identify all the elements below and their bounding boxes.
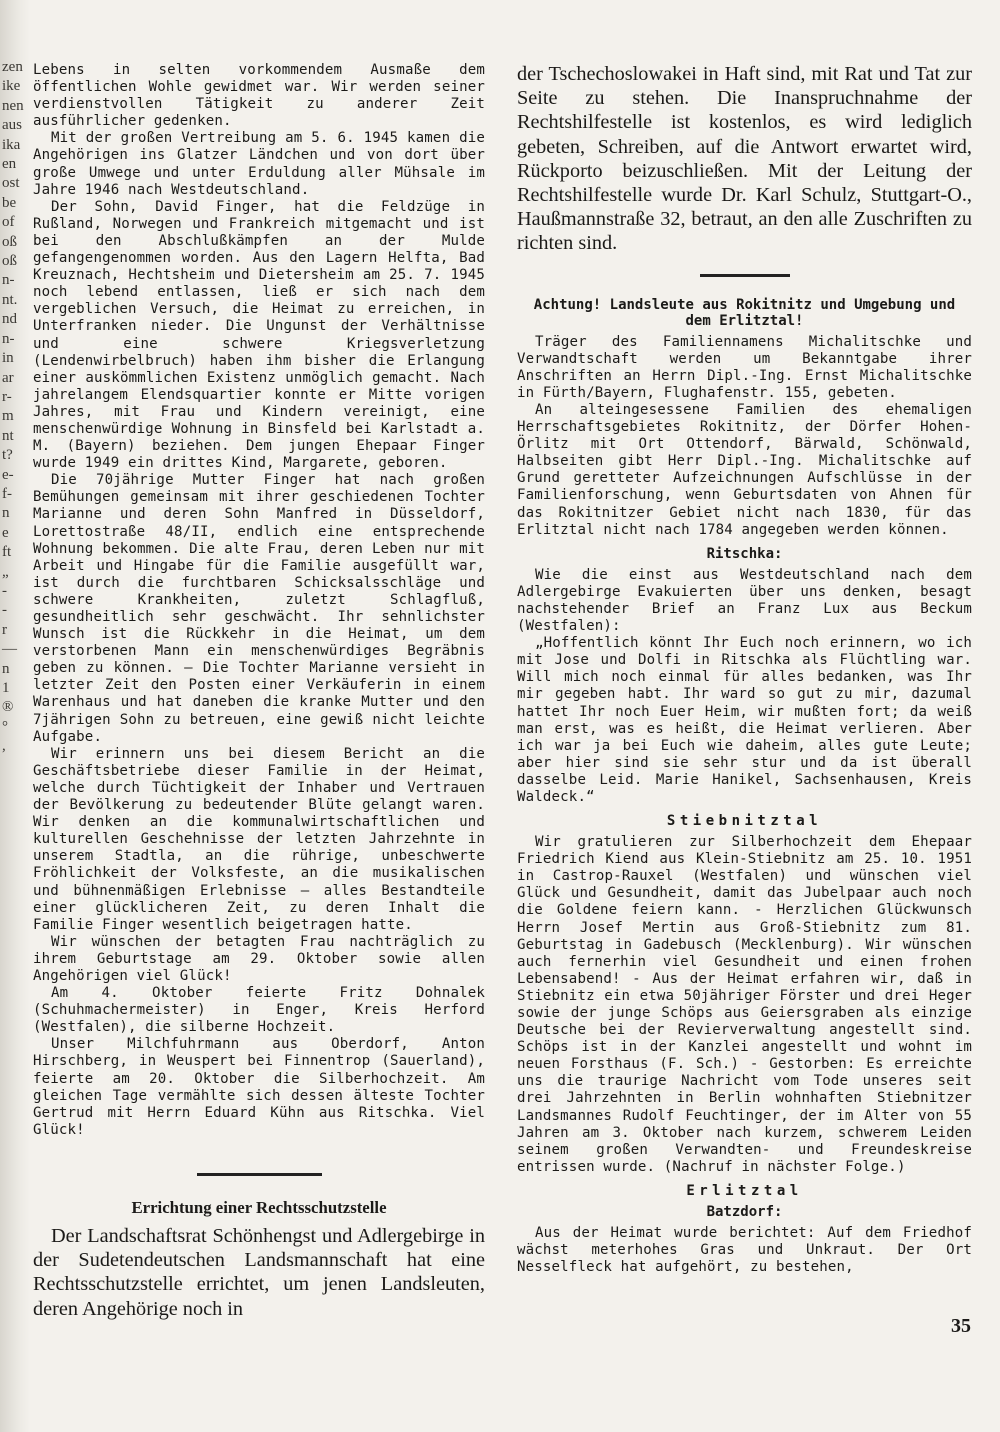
heading-stiebnitztal: Stiebnitztal [666, 813, 823, 830]
heading-ritschka: Ritschka: [706, 545, 783, 562]
right-paragraph-6: Wir gratulieren zur Silberhochzeit dem Ehepaar Friedrich Kiend aus Klein-Stiebnitz am 25. 10. 1951 in Castrop-Rauxel (Westfalen) und wünschen viel Glück und Gesundheit, damit das Jubelpaar auch noch die Goldene feiern kann. - Herzlichen Glückwunsch Herrn Josef Mertin aus Groß-Stiebnitz zum 81. Geburtstag in Gadebusch (Mecklenburg). Wir wünschen auch fernerhin viel Gesundheit und einen frohen Lebensabend! - Aus der Heimat erfahren wir, daß in Stiebnitz ein etwa 50jähriger Förster und drei Heger sowie der junge Schöps aus Geiersgraben als einzige Deutsche bei der Revierverwaltung angestellt sind. Schöps ist in der Kanzlei angestellt und wohnt im neuen Forsthaus (F. Sch.) - Gestorben: Es erreichte uns die traurige Nachricht vom Tode unseres seit drei Jahrzehnten in Berlin wohnhaften Stiebnitzer Landsmannes Rudolf Feuchtinger, der im Alter von 55 Jahren am 3. Oktober nach kurzem, schwerem Leiden seinem großen Verwandten- und Freundeskreise entrissen wurde. (Nachruf in nächster Folge.) [517, 834, 972, 1175]
left-paragraph-8: Unser Milchfuhrmann aus Oberdorf, Anton Hirschberg, in Weuspert bei Finnentrop (Sauerland), feierte am 20. Oktober die Silberhochzeit. Am gleichen Tage vermählte sich dessen älteste Tochter Gertrud mit Herrn Eduard Kühn aus Ritschka. Viel Glück! [33, 1036, 485, 1138]
left-paragraph-7: Am 4. Oktober feierte Fritz Dohnalek (Schuhmachermeister) in Enger, Kreis Herford (Westfalen), die silberne Hochzeit. [33, 985, 485, 1036]
heading-batzdorf: Batzdorf: [706, 1203, 783, 1220]
left-paragraph-5: Wir erinnern uns bei diesem Bericht an die Geschäftsbetriebe dieser Familie in der Heimat, welche durch Tüchtigkeit der Inhaber und Vertrauen der Bevölkerung zu bedeutender Blüte gelangt waren. Wir denken an die kommunalwirtschaftlichen und kulturellen Geschehnisse der letzten Jahrzehnte in unserem Stadtla, an die rührige, unbeschwerte Fröhlichkeit der Volksfeste, an die musikalischen und bühnenmäßigen Erlebnisse — alles Bestandteile einer glücklicheren Zeit, zu deren Inhalt die Familie Finger wesentlich beigetragen hatte. [33, 745, 485, 933]
adjacent-page-edge [0, 0, 30, 1432]
left-paragraph-9: Der Landschaftsrat Schönhengst und Adlergebirge in der Sudetendeutschen Landsmannschaft hat eine Rechtsschutzstelle errichtet, um jenen Landsleuten, deren Angehörige noch in [33, 1224, 485, 1320]
left-paragraph-2: Mit der großen Vertreibung am 5. 6. 1945 kamen die Angehörigen ins Glatzer Ländchen und von dort über große Umwege und unter Erduldung aller Mühsale im Jahre 1946 nach Westdeutschland. [33, 130, 485, 198]
left-paragraph-6: Wir wünschen der betagten Frau nachträglich zu ihrem Geburtstage am 29. Oktober sowie allen Angehörigen viel Glück! [33, 933, 485, 984]
right-paragraph-1: der Tschechoslowakei in Haft sind, mit Rat und Tat zur Seite zu stehen. Die Inanspruchnahme der Rechtshilfestelle ist kostenlos, es wird lediglich gebeten, Schreiben, auf die Antwort erwartet wird, Rückporto beizuschließen. Mit der Leitung der Rechtshilfestelle wurde Dr. Karl Schulz, Stuttgart-O., Haußmannstraße 32, betraut, an den alle Zuschriften zu richten sind. [517, 63, 972, 255]
left-paragraph-1: Lebens in selten vorkommendem Ausmaße dem öffentlichen Wohle gewidmet war. Wir werden seiner verdienstvollen Tätigkeit zu anderer Zeit ausführlicher gedenken. [33, 62, 485, 130]
section-divider [700, 274, 790, 277]
right-paragraph-3: An alteingesessene Familien des ehemaligen Herrschaftsgebietes Rokitnitz, der Dörfer Hohen-Örlitz mit Ort Ottendorf, Bärwald, Schönwald, Halbseiten gibt Herr Dipl.-Ing. Michalitschke auf Grund geretteter Aufzeichnungen Aufschlüsse in der Familienforschung, wenn Geburtsdaten von Ahnen für das Rokitnitzer Gebiet nicht nach 1830, für das Erlitztal nicht nach 1784 angegeben werden können. [517, 402, 972, 538]
heading-achtung: Achtung! Landsleute aus Rokitnitz und Umgebung und dem Erlitztal! [533, 296, 956, 329]
right-paragraph-5: „Hoffentlich könnt Ihr Euch noch erinnern, wo ich mit Jose und Dolfi in Ritschka als Flüchtling war. Will mich noch einmal für alles bedanken, was Ihr mir gegeben habt. Ihr ward so gut zu mir, dazumal hattet Ihr noch Euer Heim, wir mußten fort; da weiß man erst, was es heißt, die Heimat verlieren. Aber ich war ja bei Euch wie daheim, alles gute Leute; aber hier sind sie sehr stur und da ist überall dasselbe Leid. Marie Hanikel, Sachsenhausen, Kreis Waldeck.“ [517, 635, 972, 805]
right-paragraph-7: Aus der Heimat wurde berichtet: Auf dem Friedhof wächst meterhohes Gras und Unkraut. Der Ort Nesselfleck hat aufgehört, zu bestehen, [517, 1224, 972, 1276]
right-column [517, 62, 972, 1276]
left-column [33, 62, 485, 1321]
page-number: 35 [951, 1315, 971, 1337]
left-paragraph-3: Der Sohn, David Finger, hat die Feldzüge in Rußland, Norwegen und Frankreich mitgemacht und ist bei den Abschlußkämpfen an der Mulde gefangengenommen worden. Aus den Lagern Helfta, Bad Kreuznach, Hechtsheim und Dietersheim am 25. 7. 1945 noch lebend entlassen, ließ er sich nach dem vergeblichen Versuch, die Heimat zu erreichen, in Unterfranken nieder. Die Ungunst der Verhältnisse und eine schwere Kriegsverletzung (Lendenwirbelbruch) haben ihm bisher die Erlangung einer auskömmlichen Existenz unmöglich gemacht. Nach jahrelangem Elendsquartier konnte er Mitte vorigen Jahres, mit Frau und Kindern vereinigt, eine menschenwürdige Wohnung in Binsfeld bei Karlstadt a. M. (Bayern) beziehen. Dem jungen Ehepaar Finger wurde 1949 ein drittes Kind, Margarete, geboren. [33, 198, 485, 472]
heading-erlitztal: Erlitztal [686, 1182, 803, 1199]
adjacent-page-text: zen ike nen aus ika en ost be of oß oß n- nt. nd n- in ar r- m nt t? e- f- n e ft „ - - r — n 1 ® ° , [2, 59, 24, 755]
right-paragraph-4: Wie die einst aus Westdeutschland nach dem Adlergebirge Evakuierten über uns denken, besagt nachstehender Brief an Franz Lux aus Beckum (Westfalen): [517, 566, 972, 635]
left-paragraph-4: Die 70jährige Mutter Finger hat nach großen Bemühungen gemeinsam mit ihrer geschiedenen Tochter Marianne und deren Sohn Manfred in Düsseldorf, Lorettostraße 48/II, endlich eine entsprechende Wohnung bekommen. Die alte Frau, deren Leben nur mit Arbeit und Hingabe für die Familie ausgefüllt war, ist durch die furchtbaren Schicksalsschläge und schwere Krankheiten, zuletzt Schlagfluß, gesundheitlich sehr geschwächt. Ihr sehnlichster Wunsch ist die Rückkehr in die Heimat, um dem verstorbenen Mann ein menschenwürdiges Begräbnis geben zu können. — Die Tochter Marianne versieht in letzter Zeit den Posten einer Verkäuferin in einem Warenhaus und hat daneben die kranke Mutter und den 7jährigen Sohn zu betreuen, eine gewiß nicht leichte Aufgabe. [33, 472, 485, 745]
heading-rechtsschutzstelle: Errichtung einer Rechtsschutzstelle [131, 1197, 387, 1217]
section-divider [197, 1173, 322, 1176]
right-paragraph-2: Träger des Familiennamens Michalitschke und Verwandtschaft werden um Bekanntgabe ihrer Anschriften an Herrn Dipl.-Ing. Ernst Michalitschke in Fürth/Bayern, Flughafenstr. 155, gebeten. [517, 333, 972, 401]
